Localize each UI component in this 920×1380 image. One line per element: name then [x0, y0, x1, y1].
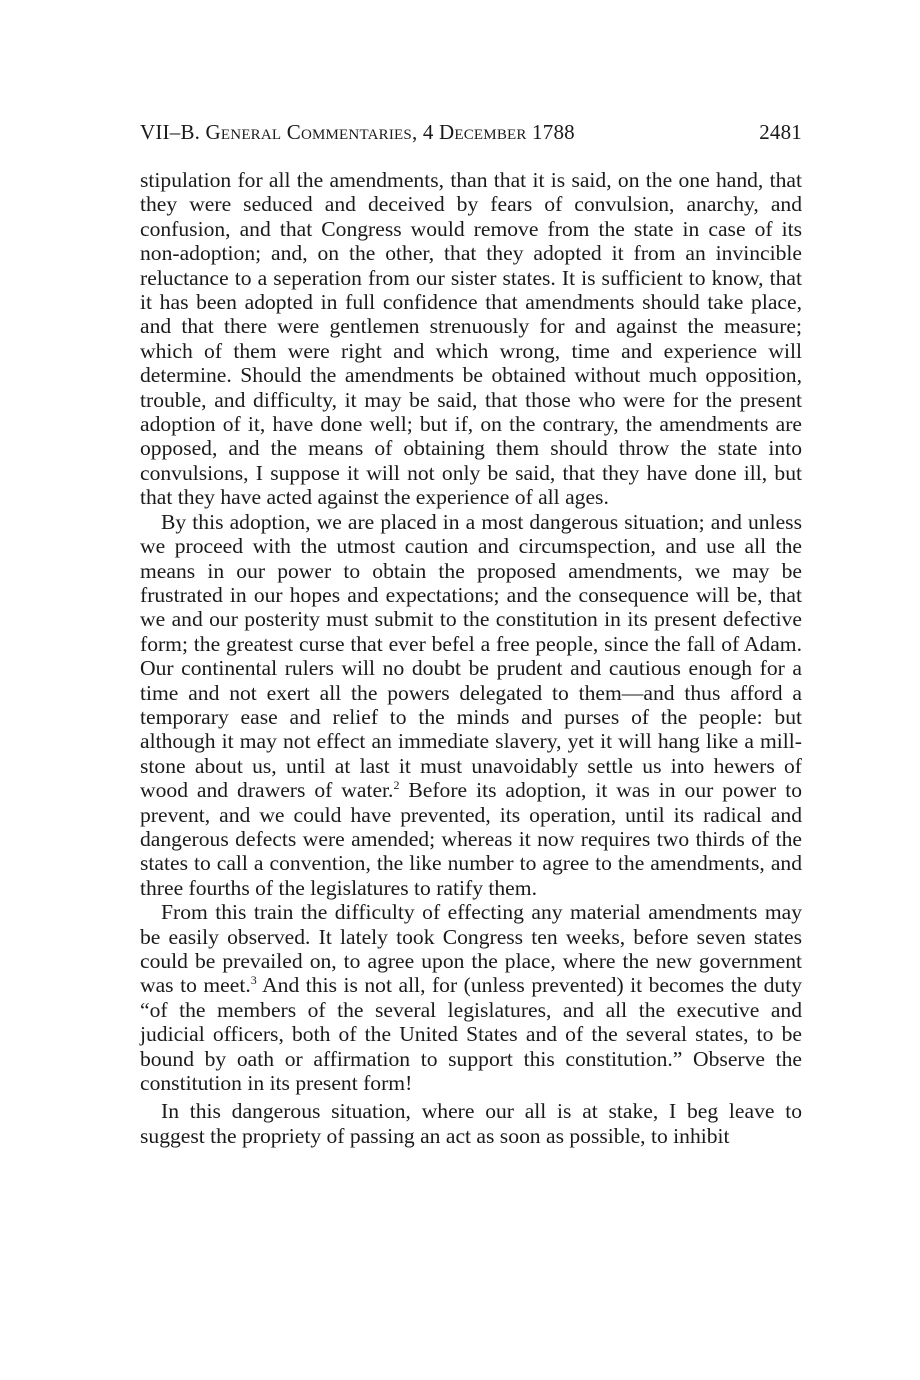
body-text — [140, 168, 802, 1148]
document-page — [140, 118, 802, 1148]
paragraph-text: Before its adoption, it was in our power to prevent, and we could have prevented, its operation, until its radical and dangerous defects were amended; whereas it now requires two thirds of the states to call a convention, the like number to agree to the amendments, and three fourths of the legislatures to ratify them. — [140, 778, 802, 900]
paragraph-text: stipulation for all the amendments, than that it is said, on the one hand, that they were seduced and deceived by fears of convulsion, anarchy, and confusion, and that Congress would remove from the state in case of its non-adoption; and, on the other, that they adopted it from an invincible reluctance to a seperation from our sister states. It is sufficient to know, that it has been adopted in full confidence that amendments should take place, and that there were gentlemen strenuously for and against the measure; which of them were right and which wrong, time and experience will determine. Should the amendments be obtained without much opposition, trouble, and difficulty, it may be said, that those who were for the present adoption of it, have done well; but if, on the contrary, the amendments are opposed, and the means of obtaining them should throw the state into convulsions, I suppose it will not only be said, that they have done ill, but that they have acted against the experience of all ages. — [140, 168, 802, 510]
running-header — [140, 118, 802, 146]
paragraph — [140, 510, 802, 901]
paragraph — [140, 1099, 802, 1148]
page-number: 2481 — [759, 120, 802, 144]
paragraph — [140, 900, 802, 1095]
paragraph-text: From this train the difficulty of effecting any material amendments may be easily observed. It lately took Congress ten weeks, before seven states could be prevailed on, to agree upon the place, where the new government was to meet. — [140, 900, 802, 998]
footnote-reference[interactable]: 3 — [250, 973, 257, 988]
running-title: VII–B. General Commentaries, 4 December 1788 — [140, 120, 575, 144]
footnote-reference[interactable]: 2 — [393, 778, 400, 793]
paragraph-text: By this adoption, we are placed in a most dangerous situation; and unless we proceed with the utmost caution and circumspection, and use all the means in our power to obtain the proposed amendments, we may be frustrated in our hopes and expectations; and the consequence will be, that we and our posterity must submit to the constitution in its present defective form; the greatest curse that ever befel a free people, since the fall of Adam. Our continental rulers will no doubt be prudent and cautious enough for a time and not exert all the powers delegated to them—and thus afford a temporary ease and relief to the minds and purses of the people: but although it may not effect an immediate slavery, yet it will hang like a mill-stone about us, until at last it must unavoidably settle us into hewers of wood and drawers of water. — [140, 509, 802, 803]
paragraph — [140, 168, 802, 510]
paragraph-text: In this dangerous situation, where our all is at stake, I beg leave to suggest the propriety of passing an act as soon as possible, to inhibit — [140, 1099, 802, 1148]
paragraph-text: And this is not all, for (unless prevented) it becomes the duty “of the members of the several legislatures, and all the executive and judicial officers, both of the United States and of the several states, to be bound by oath or affirmation to support this constitution.” Observe the constitution in its present form! — [140, 973, 802, 1096]
